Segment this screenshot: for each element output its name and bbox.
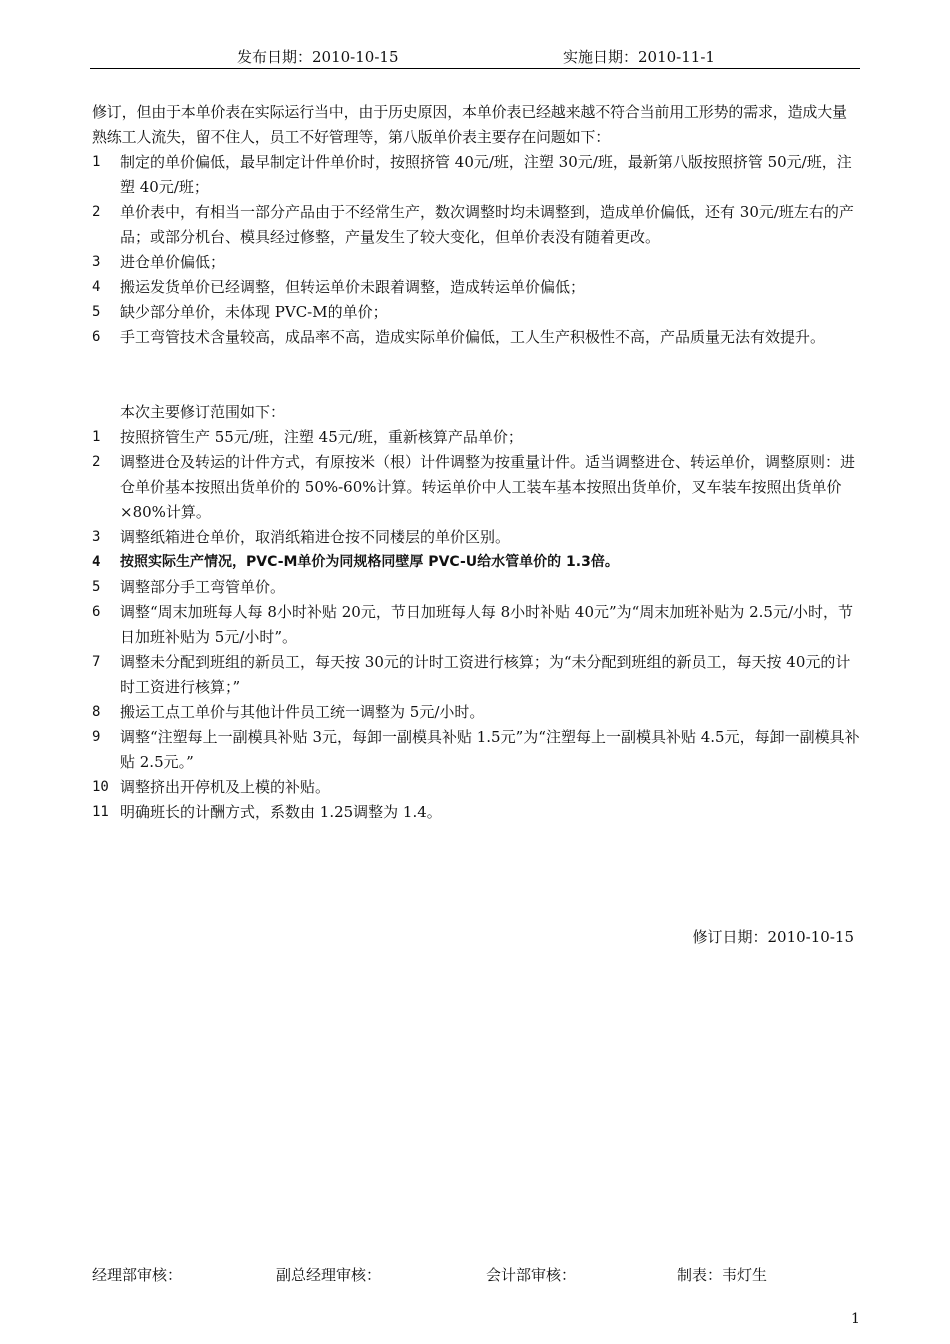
revision-date: 修订日期：2010-10-15 bbox=[692, 928, 854, 946]
scope-heading: 本次主要修订范围如下： bbox=[120, 403, 286, 421]
list-item: 1 按照挤管生产 55元/班，注塑 45元/班，重新核算产品单价； bbox=[92, 428, 523, 446]
revision-list bbox=[92, 425, 860, 825]
prepared-by-label: 制表：韦灯生 bbox=[677, 1266, 768, 1284]
list-item: 9 调整“注塑每上一副模具补贴 3元，每卸一副模具补贴 1.5元”为“注塑每上一副模具补贴 4.5元，每卸一副模具补贴 2.5元。” bbox=[92, 728, 860, 771]
manager-review-label: 经理部审核： bbox=[92, 1266, 183, 1284]
page-number: 1 bbox=[851, 1311, 860, 1327]
list-item: 2 单价表中，有相当一部分产品由于不经常生产，数次调整时均未调整到，造成单价偏低，还有 30元/班左右的产品；或部分机台、模具经过修整，产量发生了较大变化，但单价表没有随着更改。 bbox=[92, 203, 854, 246]
list-item: 6 手工弯管技术含量较高，成品率不高，造成实际单价偏低，工人生产积极性不高，产品质量无法有效提升。 bbox=[92, 328, 826, 346]
publish-date: 发布日期：2010-10-15 bbox=[237, 48, 399, 66]
deputy-review-label: 副总经理审核： bbox=[276, 1266, 382, 1284]
list-item: 2 调整进仓及转运的计件方式，有原按米（根）计件调整为按重量计件。适当调整进仓、转运单价，调整原则：进仓单价基本按照出货单价的 50%-60%计算。转运单价中人工装车基本按照出货单价，叉车装车按照出货单价×80%计算。 bbox=[92, 453, 856, 521]
list-item: 3 调整纸箱进仓单价，取消纸箱进仓按不同楼层的单价区别。 bbox=[92, 528, 511, 546]
list-item: 6 调整“周末加班每人每 8小时补贴 20元，节日加班每人每 8小时补贴 40元”为“周末加班补贴为 2.5元/小时，节日加班补贴为 5元/小时”。 bbox=[92, 603, 854, 646]
list-item: 3 进仓单价偏低； bbox=[92, 253, 226, 271]
page-header bbox=[90, 47, 860, 67]
list-item: 4 搬运发货单价已经调整，但转运单价未跟着调整，造成转运单价偏低； bbox=[92, 278, 586, 296]
problem-list bbox=[92, 150, 860, 350]
header-divider bbox=[90, 68, 860, 69]
list-item: 1 制定的单价偏低，最早制定计件单价时，按照挤管 40元/班，注塑 30元/班，最新第八版按照挤管 50元/班，注塑 40元/班； bbox=[92, 153, 852, 196]
list-item: 5 缺少部分单价，未体现 PVC-M的单价； bbox=[92, 303, 388, 321]
list-item: 10 调整挤出开停机及上模的补贴。 bbox=[92, 778, 331, 796]
list-item: 7 调整未分配到班组的新员工，每天按 30元的计时工资进行核算；为“未分配到班组的新员工，每天按 40元的计时工资进行核算；” bbox=[92, 653, 851, 696]
list-item: 4 按照实际生产情况，PVC-M单价为同规格同壁厚 PVC-U给水管单价的 1.3倍。 bbox=[92, 554, 619, 570]
intro-paragraph: 修订，但由于本单价表在实际运行当中，由于历史原因，本单价表已经越来越不符合当前用工形势的需求，造成大量熟练工人流失，留不住人，员工不好管理等，第八版单价表主要存在问题如下： bbox=[92, 103, 847, 146]
body-section-problems bbox=[92, 100, 860, 350]
effective-date: 实施日期：2010-11-1 bbox=[563, 48, 715, 66]
list-item: 11 明确班长的计酬方式，系数由 1.25调整为 1.4。 bbox=[92, 803, 442, 821]
body-section-revisions bbox=[92, 400, 860, 825]
list-item: 8 搬运工点工单价与其他计件员工统一调整为 5元/小时。 bbox=[92, 703, 485, 721]
accounting-review-label: 会计部审核： bbox=[486, 1266, 577, 1284]
list-item: 5 调整部分手工弯管单价。 bbox=[92, 578, 286, 596]
